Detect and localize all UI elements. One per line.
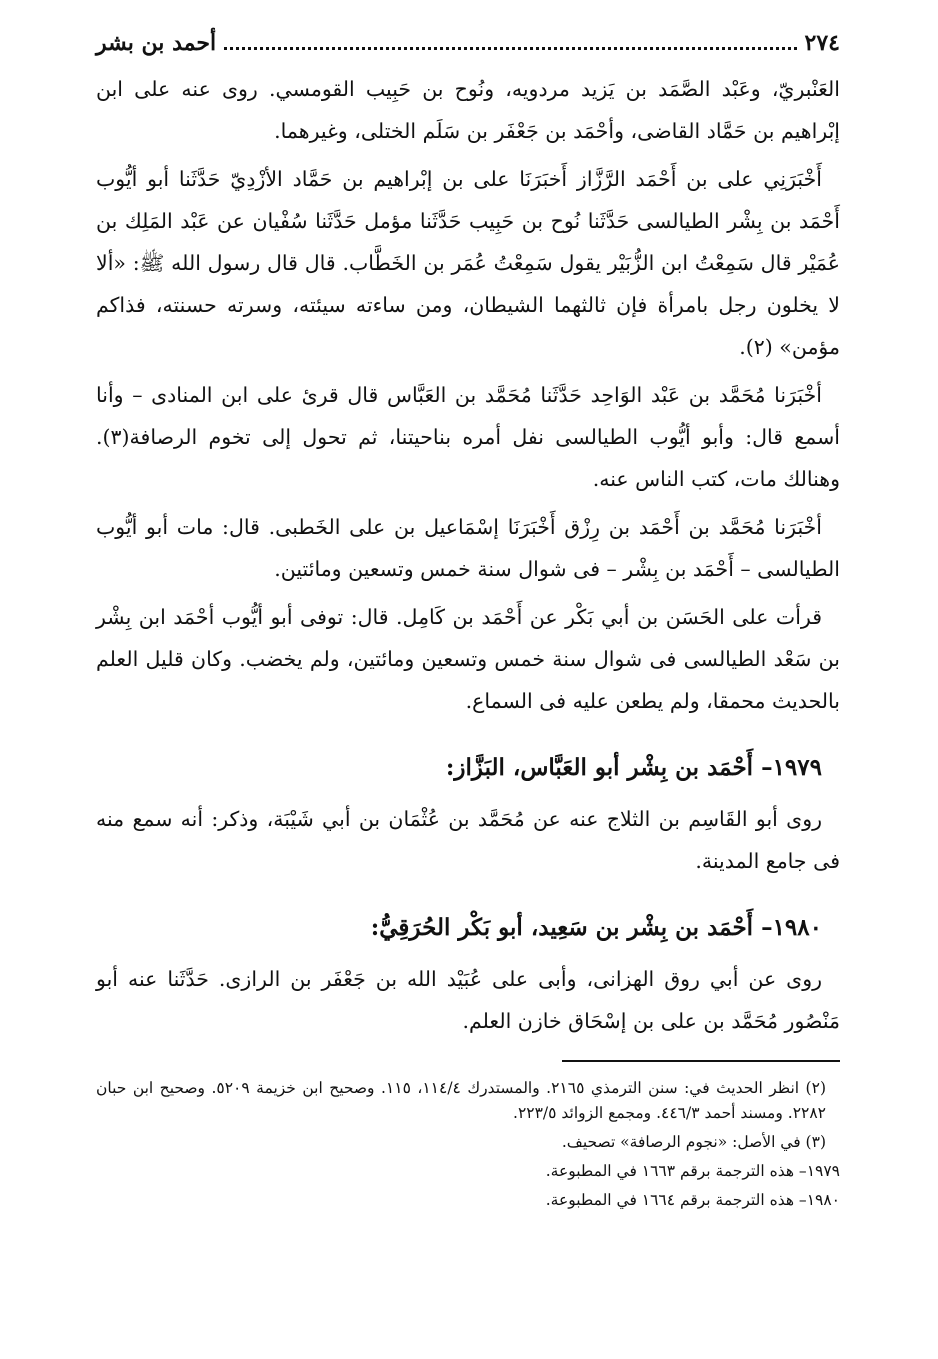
footnote-separator bbox=[562, 1060, 840, 1062]
entry-heading-1980: ١٩٨٠– أَحْمَد بن بِشْر بن سَعِيد، أبو بَكْر الحُرَقِيُّ: bbox=[370, 914, 822, 941]
entry-text-1980: روى عن أبي روق الهزانى، وأبى على عُبَيْد الله بن جَعْفَر بن الرازى. حَدَّثَنا عنه أبو مَنْصُور مُحَمَّد بن على بن إسْحَاق خازن العلم. bbox=[96, 967, 840, 1033]
footnote-entry-1980: ١٩٨٠– هذه الترجمة برقم ١٦٦٤ في المطبوعة. bbox=[545, 1191, 840, 1209]
page-number: ٢٧٤ bbox=[804, 30, 840, 56]
book-page bbox=[96, 30, 840, 1217]
paragraph-ibn-kamil: قرأت على الحَسَن بن أبي بَكْر عن أَحْمَد بن كَامِل. قال: توفى أبو أيُّوب أحْمَد ابن بِشْر بن سَعْد الطيالسى فى شوال سنة خمس وتسعين ومائتين، ولم يخضب. وكان قليل العلم بالحديث محمقا، ولم يطعن عليه فى السماع. bbox=[96, 605, 840, 713]
paragraph-alkhatabi: أخْبَرَنا مُحَمَّد بن أَحْمَد بن رِزْق أَخْبَرَنَا إسْمَاعيل بن على الخَطبى. قال: مات أبو أيُّوب الطيالسى – أَحْمَد بن بِشْر – فى شوال سنة خمس وتسعين ومائتين. bbox=[96, 515, 840, 581]
paragraph-hadith: أَخْبَرَنِي على بن أَحْمَد الرَّزَّاز أَخبَرَنَا على بن إبْراهيم بن حَمَّاد الأزْدِيّ حَدَّثَنا أبو أيُّوب أَحْمَد بن بِشْر الطيالسى حَدَّثَنا نُوح بن حَبِيب حَدَّثَنا مؤمل حَدَّثَنا سُفْيان عن عَبْد المَلِك بن عُمَيْر قال سَمِعْتُ ابن الزُّبَيْر يقول سَمِعْتُ عُمَر بن الخَطَّاب. قال قال رسول الله ﷺ: «ألا لا يخلون رجل بامرأة فإن ثالثهما الشيطان، ومن ساءته سيئته، وسرته حسنته، فذاكم مؤمن» (٢). bbox=[96, 167, 840, 359]
footnote-entry-1979: ١٩٧٩– هذه الترجمة برقم ١٦٦٣ في المطبوعة. bbox=[545, 1162, 840, 1180]
header-dot-leader bbox=[224, 47, 796, 50]
paragraph-ibn-almunadi: أخْبَرَنا مُحَمَّد بن عَبْد الوَاحِد حَدَّثَنا مُحَمَّد بن العَبَّاس قال قرئ على ابن المنادى – وأنا أسمع قال: وأبو أيُّوب الطيالسى نفل أمره بناحيتنا، ثم تحول إلى تخوم الرصافة(٣). وهنالك مات، كتب الناس عنه. bbox=[96, 383, 840, 491]
footnotes bbox=[96, 1076, 840, 1213]
footnote-2: (٢) انظر الحديث في: سنن الترمذي ٢١٦٥. والمستدرك ١١٤/٤، ١١٥. وصحيح ابن خزيمة ٥٢٠٩. وصحيح ابن حبان ٢٢٨٢. ومسند أحمد ٤٤٦/٣. ومجمع الزوائد ٢٢٣/٥. bbox=[96, 1079, 826, 1122]
entry-heading-1979: ١٩٧٩– أَحْمَد بن بِشْر أبو العَبَّاس، البَزَّاز: bbox=[445, 754, 822, 781]
entry-text-1979: روى أبو القَاسِم بن الثلاج عنه عن مُحَمَّد بن عُثْمَان بن أبي شَيْبَة، وذكر: أنه سمع منه فى جامع المدينة. bbox=[96, 807, 840, 873]
running-header bbox=[96, 30, 840, 68]
footnote-3: (٣) في الأصل: «نجوم الرصافة» تصحيف. bbox=[561, 1133, 826, 1151]
running-title: أحمد بن بشر bbox=[96, 30, 217, 56]
paragraph-continuation: العَنْبريّ، وعَبْد الصَّمَد بن يَزيد مردويه، ونُوح بن حَبِيب القومسي. روى عنه على ابن إبْراهيم بن حَمَّاد القاضى، وأحْمَد بن جَعْفَر بن سَلَم الختلى، وغيرهما. bbox=[96, 77, 840, 143]
